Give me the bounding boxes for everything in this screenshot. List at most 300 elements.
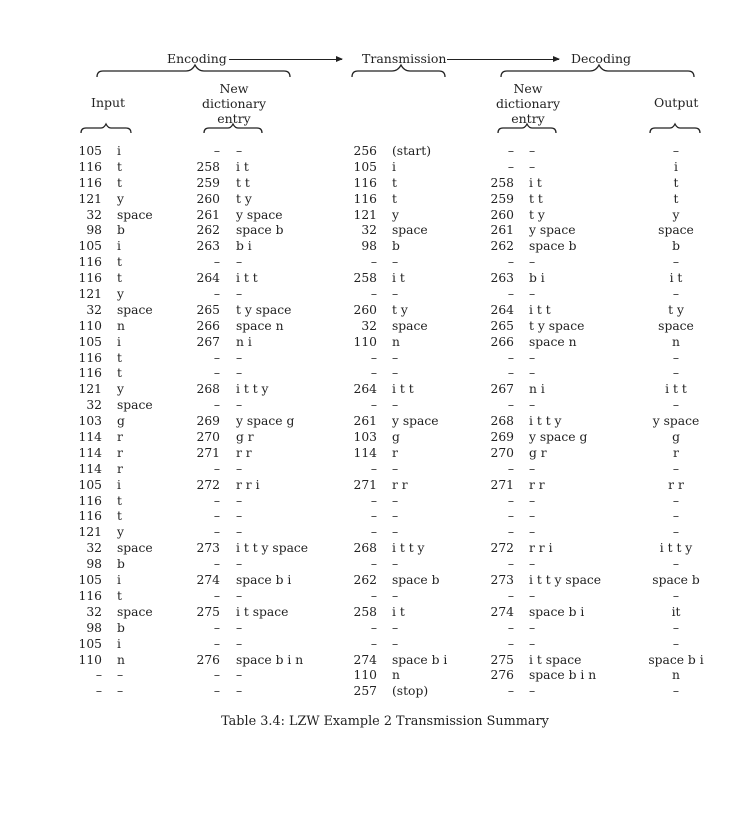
- input-code-cell: 105: [78, 636, 102, 651]
- input-symbol-cell: r: [117, 461, 123, 476]
- dec-entry-code-cell: –: [507, 557, 514, 572]
- enc-entry-code-cell: –: [213, 144, 220, 158]
- table-row: [0, 144, 738, 160]
- enc-entry-string-cell: i t space: [236, 604, 289, 619]
- dec-entry-code-cell: 275: [490, 652, 514, 667]
- dec-entry-code-cell: –: [507, 287, 514, 302]
- tx-string-cell: n: [392, 334, 400, 349]
- input-code-cell: 121: [78, 287, 102, 302]
- dec-entry-string-cell: r r: [529, 477, 545, 492]
- dec-entry-string-cell: g r: [529, 445, 547, 460]
- enc-entry-code-cell: 266: [196, 318, 220, 333]
- tx-code-cell: 258: [353, 271, 377, 286]
- input-code-cell: 116: [78, 509, 102, 524]
- input-symbol-cell: space: [117, 207, 153, 222]
- dec-entry-code-cell: 268: [490, 414, 514, 429]
- tx-string-cell: –: [392, 557, 399, 572]
- input-symbol-cell: y: [117, 382, 124, 397]
- tx-code-cell: –: [370, 461, 377, 476]
- input-symbol-cell: t: [117, 350, 122, 365]
- table-row: [0, 208, 738, 224]
- input-symbol-cell: i: [117, 636, 121, 651]
- dec-entry-string-cell: –: [529, 159, 536, 174]
- input-code-cell: 98: [86, 557, 102, 572]
- tx-string-cell: –: [392, 287, 399, 302]
- enc-entry-string-cell: g r: [236, 430, 254, 445]
- tx-string-cell: t y: [392, 302, 408, 317]
- input-code-cell: 116: [78, 366, 102, 381]
- tx-string-cell: i t t: [392, 382, 414, 397]
- table-row: [0, 366, 738, 382]
- input-code-cell: 116: [78, 271, 102, 286]
- dec-entry-code-cell: –: [507, 620, 514, 635]
- input-symbol-cell: i: [117, 334, 121, 349]
- tx-code-cell: –: [370, 255, 377, 270]
- enc-entry-string-cell: i t t: [236, 271, 258, 286]
- tx-string-cell: –: [392, 255, 399, 270]
- decoding-new-dictionary-entry-header: [487, 81, 569, 126]
- tx-code-cell: 257: [353, 684, 377, 699]
- table-row: [0, 589, 738, 605]
- input-code-cell: 32: [86, 207, 102, 222]
- tx-string-cell: i t t y: [392, 541, 425, 556]
- tx-string-cell: b: [392, 239, 400, 254]
- table-caption: Table 3.4: LZW Example 2 Transmission Summary: [221, 714, 549, 729]
- dec-entry-code-cell: 264: [490, 302, 514, 317]
- dec-entry-string-cell: i t t y: [529, 414, 562, 429]
- input-symbol-cell: n: [117, 652, 125, 667]
- tx-string-cell: space: [392, 318, 428, 333]
- input-code-cell: 116: [78, 175, 102, 190]
- input-code-cell: 121: [78, 382, 102, 397]
- tx-string-cell: t: [392, 191, 397, 206]
- output-column-brace: [650, 124, 700, 133]
- encoding-new-dictionary-entry-header: [193, 81, 275, 126]
- tx-string-cell: space b: [392, 573, 440, 588]
- input-symbol-cell: t: [117, 366, 122, 381]
- dec-entry-string-cell: i t t: [529, 302, 551, 317]
- output-string-cell: i t t: [665, 382, 687, 397]
- table-row: [0, 525, 738, 541]
- tx-string-cell: –: [392, 620, 399, 635]
- tx-string-cell: space: [392, 223, 428, 238]
- output-string-cell: i: [674, 159, 678, 174]
- dec-entry-string-cell: –: [529, 525, 536, 540]
- enc-entry-code-cell: 269: [196, 414, 220, 429]
- tx-code-cell: 98: [361, 239, 377, 254]
- enc-entry-code-cell: –: [213, 366, 220, 381]
- enc-entry-string-cell: n i: [236, 334, 252, 349]
- table-row: [0, 223, 738, 239]
- input-symbol-cell: n: [117, 318, 125, 333]
- output-string-cell: –: [672, 620, 680, 635]
- dec-entry-string-cell: i t space: [529, 652, 582, 667]
- tx-code-cell: 271: [353, 477, 377, 492]
- tx-code-cell: 268: [353, 541, 377, 556]
- tx-code-cell: 110: [353, 334, 377, 349]
- enc-entry-code-cell: –: [213, 509, 220, 524]
- dec-entry-string-cell: b i: [529, 271, 545, 286]
- tx-code-cell: 110: [353, 668, 377, 683]
- dec-entry-code-cell: –: [507, 588, 514, 603]
- input-code-cell: 32: [86, 398, 102, 413]
- enc-entry-string-cell: –: [236, 398, 243, 413]
- enc-entry-code-cell: 274: [196, 573, 220, 588]
- dec-entry-code-cell: –: [507, 255, 514, 270]
- tx-code-cell: –: [370, 636, 377, 651]
- tx-code-cell: 258: [353, 604, 377, 619]
- output-string-cell: –: [672, 684, 680, 699]
- input-code-cell: 105: [78, 239, 102, 254]
- output-string-cell: –: [672, 255, 680, 270]
- output-string-cell: r: [673, 445, 679, 460]
- tx-code-cell: –: [370, 287, 377, 302]
- output-string-cell: –: [672, 588, 680, 603]
- enc-entry-string-cell: space b: [236, 223, 284, 238]
- dec-entry-string-cell: –: [529, 144, 536, 158]
- tx-string-cell: r: [392, 445, 398, 460]
- output-string-cell: space b i: [648, 652, 704, 667]
- enc-entry-code-cell: –: [213, 493, 220, 508]
- input-symbol-cell: space: [117, 541, 153, 556]
- enc-entry-code-cell: –: [213, 620, 220, 635]
- tx-code-cell: –: [370, 350, 377, 365]
- tx-code-cell: –: [370, 620, 377, 635]
- dec-entry-code-cell: 276: [490, 668, 514, 683]
- input-code-cell: 116: [78, 588, 102, 603]
- enc-entry-string-cell: y space g: [236, 414, 295, 429]
- output-string-cell: –: [672, 461, 680, 476]
- tx-string-cell: –: [392, 493, 399, 508]
- output-string-cell: –: [672, 636, 680, 651]
- input-code-cell: 32: [86, 302, 102, 317]
- dec-entry-code-cell: 269: [490, 430, 514, 445]
- enc-entry-string-cell: –: [236, 684, 243, 699]
- dec-entry-code-cell: 266: [490, 334, 514, 349]
- input-symbol-cell: space: [117, 398, 153, 413]
- table-row: [0, 637, 738, 653]
- output-string-cell: t: [673, 191, 679, 206]
- dec-entry-code-cell: 259: [490, 191, 514, 206]
- tx-code-cell: 32: [361, 223, 377, 238]
- header-line: entry: [511, 111, 545, 126]
- enc-entry-string-cell: –: [236, 144, 243, 158]
- output-string-cell: b: [672, 239, 680, 254]
- tx-code-cell: 274: [353, 652, 377, 667]
- enc-entry-string-cell: –: [236, 287, 243, 302]
- dec-entry-string-cell: t y space: [529, 318, 585, 333]
- tx-string-cell: y space: [392, 414, 439, 429]
- table-row: [0, 573, 738, 589]
- output-string-cell: i t t y: [659, 541, 693, 556]
- input-code-cell: 110: [78, 318, 102, 333]
- arrow-transmission-to-decoding: [447, 59, 559, 60]
- dec-entry-code-cell: –: [507, 636, 514, 651]
- enc-entry-string-cell: y space: [236, 207, 283, 222]
- tx-code-cell: 262: [353, 573, 377, 588]
- input-symbol-cell: b: [117, 620, 125, 635]
- enc-entry-code-cell: 273: [196, 541, 220, 556]
- dec-entry-string-cell: –: [529, 588, 536, 603]
- enc-entry-code-cell: 261: [196, 207, 220, 222]
- tx-code-cell: 261: [353, 414, 377, 429]
- input-symbol-cell: i: [117, 477, 121, 492]
- dec-entry-string-cell: –: [529, 557, 536, 572]
- dec-entry-code-cell: 261: [490, 223, 514, 238]
- input-symbol-cell: b: [117, 223, 125, 238]
- tx-code-cell: –: [370, 366, 377, 381]
- input-code-cell: 32: [86, 604, 102, 619]
- input-symbol-cell: r: [117, 430, 123, 445]
- input-symbol-cell: b: [117, 557, 125, 572]
- dec-entry-code-cell: –: [507, 684, 514, 699]
- tx-code-cell: 256: [353, 144, 377, 158]
- input-code-cell: 121: [78, 525, 102, 540]
- tx-code-cell: 121: [353, 207, 377, 222]
- enc-entry-code-cell: 263: [196, 239, 220, 254]
- output-string-cell: –: [672, 398, 680, 413]
- input-code-cell: 121: [78, 191, 102, 206]
- dec-entry-string-cell: –: [529, 255, 536, 270]
- tx-string-cell: i: [392, 159, 396, 174]
- dec-entry-string-cell: space b i n: [529, 668, 597, 683]
- dec-entry-code-cell: –: [507, 144, 514, 158]
- tx-code-cell: 105: [353, 159, 377, 174]
- dec-entry-string-cell: –: [529, 366, 536, 381]
- dec-entry-code-cell: 258: [490, 175, 514, 190]
- dec-entry-string-cell: –: [529, 620, 536, 635]
- enc-entry-code-cell: –: [213, 636, 220, 651]
- enc-entry-code-cell: –: [213, 525, 220, 540]
- tx-code-cell: –: [370, 398, 377, 413]
- tx-code-cell: –: [370, 493, 377, 508]
- table-row: [0, 509, 738, 525]
- dec-entry-code-cell: –: [507, 350, 514, 365]
- enc-entry-string-cell: t t: [236, 175, 250, 190]
- enc-entry-string-cell: –: [236, 493, 243, 508]
- table-row: [0, 319, 738, 335]
- output-string-cell: n: [672, 334, 680, 349]
- tx-string-cell: –: [392, 398, 399, 413]
- enc-entry-string-cell: –: [236, 350, 243, 365]
- dec-entry-string-cell: –: [529, 398, 536, 413]
- input-symbol-cell: r: [117, 445, 123, 460]
- dec-entry-string-cell: –: [529, 350, 536, 365]
- table-row: [0, 287, 738, 303]
- dec-entry-code-cell: 270: [490, 445, 514, 460]
- enc-entry-string-cell: –: [236, 636, 243, 651]
- dec-entry-string-cell: –: [529, 684, 536, 699]
- input-column-brace: [81, 124, 131, 133]
- input-symbol-cell: t: [117, 175, 122, 190]
- enc-entry-string-cell: i t t y: [236, 382, 269, 397]
- tx-string-cell: –: [392, 461, 399, 476]
- dec-entry-code-cell: –: [507, 525, 514, 540]
- table-row: [0, 653, 738, 669]
- tx-string-cell: i t: [392, 271, 405, 286]
- table-row: [0, 382, 738, 398]
- enc-entry-code-cell: –: [213, 557, 220, 572]
- tx-string-cell: –: [392, 350, 399, 365]
- enc-entry-code-cell: –: [213, 461, 220, 476]
- dec-entry-string-cell: –: [529, 509, 536, 524]
- tx-code-cell: 114: [353, 445, 377, 460]
- tx-code-cell: 260: [353, 302, 377, 317]
- input-symbol-cell: i: [117, 239, 121, 254]
- table-row: [0, 621, 738, 637]
- dec-entry-string-cell: y space: [529, 223, 576, 238]
- enc-entry-string-cell: r r i: [236, 477, 260, 492]
- table-row: [0, 192, 738, 208]
- dec-entry-string-cell: t y: [529, 207, 545, 222]
- table-row: [0, 239, 738, 255]
- enc-entry-string-cell: b i: [236, 239, 252, 254]
- enc-entry-code-cell: 270: [196, 430, 220, 445]
- table-row: [0, 462, 738, 478]
- enc-entry-code-cell: 258: [196, 159, 220, 174]
- table-row: [0, 176, 738, 192]
- enc-entry-string-cell: t y space: [236, 302, 292, 317]
- dec-entry-code-cell: 260: [490, 207, 514, 222]
- dec-entry-code-cell: –: [507, 398, 514, 413]
- output-string-cell: g: [672, 430, 680, 445]
- output-string-cell: –: [672, 144, 680, 158]
- input-symbol-cell: –: [117, 684, 124, 699]
- input-symbol-cell: t: [117, 588, 122, 603]
- header-line: entry: [217, 111, 251, 126]
- tx-code-cell: 32: [361, 318, 377, 333]
- tx-string-cell: g: [392, 430, 400, 445]
- transmission-header: Transmission: [362, 51, 447, 66]
- tx-code-cell: –: [370, 557, 377, 572]
- table-row: [0, 271, 738, 287]
- dec-entry-code-cell: 272: [490, 541, 514, 556]
- input-symbol-cell: space: [117, 302, 153, 317]
- input-header: Input: [91, 95, 126, 110]
- tx-string-cell: n: [392, 668, 400, 683]
- tx-code-cell: –: [370, 525, 377, 540]
- input-symbol-cell: t: [117, 509, 122, 524]
- input-symbol-cell: y: [117, 525, 124, 540]
- table-row: [0, 335, 738, 351]
- enc-entry-code-cell: –: [213, 350, 220, 365]
- input-symbol-cell: i: [117, 144, 121, 158]
- table-row: [0, 255, 738, 271]
- dec-entry-code-cell: 271: [490, 477, 514, 492]
- enc-entry-string-cell: –: [236, 620, 243, 635]
- tx-string-cell: r r: [392, 477, 408, 492]
- enc-entry-code-cell: –: [213, 668, 220, 683]
- tx-code-cell: 103: [353, 430, 377, 445]
- input-symbol-cell: g: [117, 414, 125, 429]
- tx-string-cell: –: [392, 588, 399, 603]
- table-row: [0, 414, 738, 430]
- tx-string-cell: –: [392, 525, 399, 540]
- dec-entry-string-cell: i t t y space: [529, 573, 602, 588]
- enc-entry-string-cell: –: [236, 588, 243, 603]
- input-symbol-cell: t: [117, 159, 122, 174]
- output-string-cell: –: [672, 509, 680, 524]
- header-line: dictionary: [495, 96, 561, 111]
- table-row: [0, 557, 738, 573]
- dec-entry-string-cell: –: [529, 493, 536, 508]
- enc-entry-string-cell: r r: [236, 445, 252, 460]
- input-symbol-cell: space: [117, 604, 153, 619]
- dec-entry-string-cell: n i: [529, 382, 545, 397]
- tx-string-cell: (stop): [392, 684, 429, 699]
- encoding-header: Encoding: [167, 51, 227, 66]
- enc-entry-string-cell: space b i n: [236, 652, 304, 667]
- enc-entry-string-cell: –: [236, 509, 243, 524]
- enc-entry-code-cell: 262: [196, 223, 220, 238]
- dec-entry-string-cell: –: [529, 461, 536, 476]
- enc-entry-string-cell: space n: [236, 318, 284, 333]
- tx-string-cell: –: [392, 636, 399, 651]
- input-symbol-cell: y: [117, 287, 124, 302]
- enc-entry-code-cell: –: [213, 287, 220, 302]
- output-header: Output: [654, 95, 699, 110]
- dec-entry-code-cell: 262: [490, 239, 514, 254]
- table-row: [0, 430, 738, 446]
- table-row: [0, 684, 738, 700]
- enc-entry-code-cell: –: [213, 684, 220, 699]
- enc-entry-string-cell: i t t y space: [236, 541, 309, 556]
- dec-entry-code-cell: –: [507, 159, 514, 174]
- output-string-cell: –: [672, 287, 680, 302]
- dec-entry-code-cell: –: [507, 509, 514, 524]
- table-row: [0, 541, 738, 557]
- enc-entry-code-cell: 276: [196, 652, 220, 667]
- enc-entry-string-cell: –: [236, 255, 243, 270]
- dec-entry-string-cell: t t: [529, 191, 543, 206]
- input-code-cell: 116: [78, 350, 102, 365]
- decoding-header: Decoding: [571, 51, 631, 66]
- dec-entry-code-cell: 263: [490, 271, 514, 286]
- dec-entry-string-cell: r r i: [529, 541, 553, 556]
- dec-entry-string-cell: –: [529, 287, 536, 302]
- enc-entry-string-cell: –: [236, 366, 243, 381]
- tx-code-cell: 264: [353, 382, 377, 397]
- dec-entry-string-cell: y space g: [529, 430, 588, 445]
- dec-entry-code-cell: –: [507, 366, 514, 381]
- enc-entry-string-cell: –: [236, 668, 243, 683]
- input-code-cell: 105: [78, 573, 102, 588]
- table-row: [0, 605, 738, 621]
- dec-entry-code-cell: 265: [490, 318, 514, 333]
- header-line: dictionary: [201, 96, 267, 111]
- enc-entry-code-cell: 267: [196, 334, 220, 349]
- enc-entry-code-cell: 264: [196, 271, 220, 286]
- output-string-cell: –: [672, 525, 680, 540]
- output-string-cell: –: [672, 350, 680, 365]
- dec-entry-string-cell: space b i: [529, 604, 585, 619]
- enc-entry-string-cell: –: [236, 525, 243, 540]
- dec-entry-code-cell: –: [507, 461, 514, 476]
- tx-string-cell: –: [392, 366, 399, 381]
- enc-entry-code-cell: 260: [196, 191, 220, 206]
- output-string-cell: t: [673, 175, 679, 190]
- input-symbol-cell: t: [117, 271, 122, 286]
- tx-code-cell: 116: [353, 191, 377, 206]
- enc-entry-string-cell: i t: [236, 159, 249, 174]
- input-code-cell: 114: [78, 445, 102, 460]
- output-string-cell: y: [672, 207, 680, 222]
- output-string-cell: n: [672, 668, 680, 683]
- input-code-cell: 116: [78, 493, 102, 508]
- dec-entry-code-cell: 273: [490, 573, 514, 588]
- enc-entry-code-cell: –: [213, 398, 220, 413]
- input-code-cell: 105: [78, 144, 102, 158]
